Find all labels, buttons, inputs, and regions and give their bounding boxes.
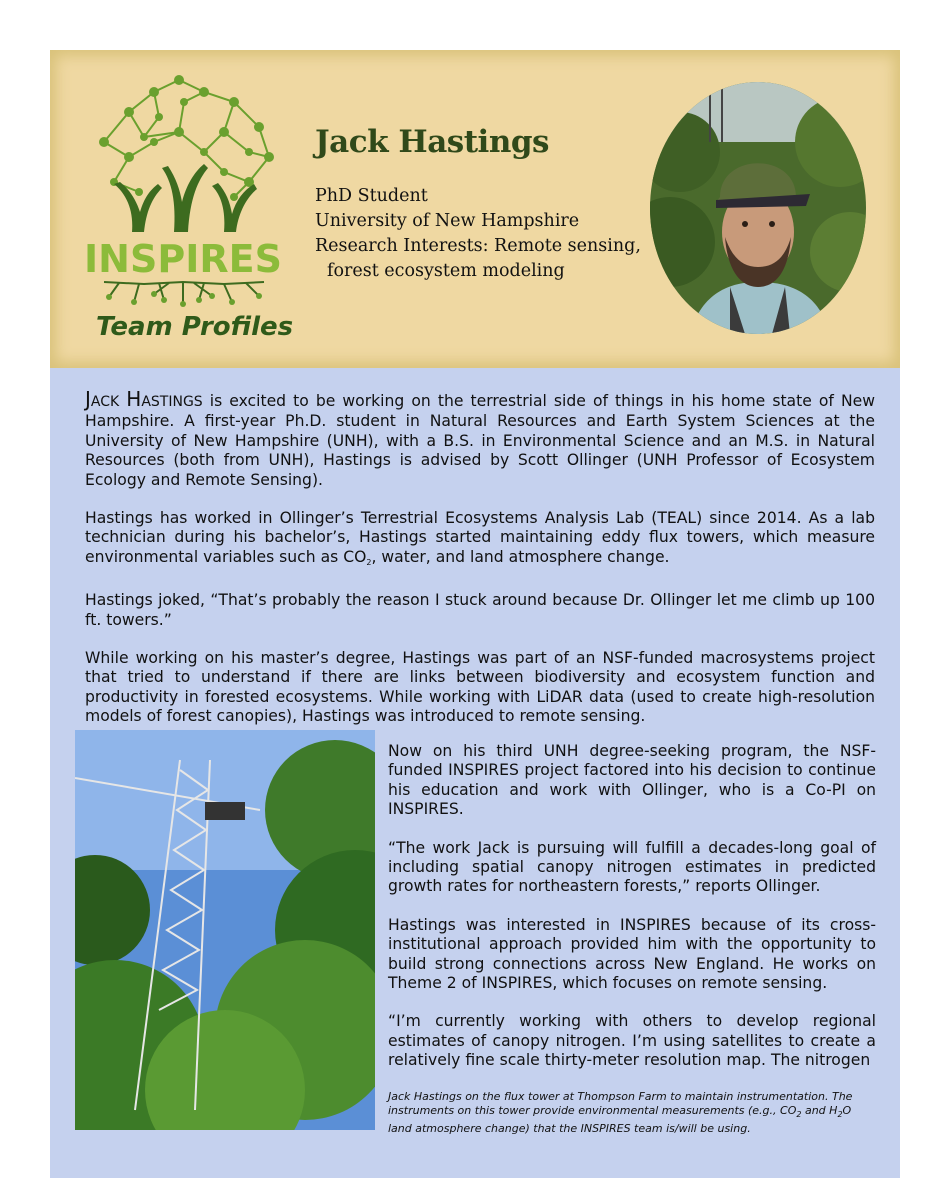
lead-name: JACK HASTINGS (85, 387, 203, 411)
portrait-photo (650, 82, 866, 334)
inspires-logo (84, 72, 282, 312)
paragraph-ollinger-quote: “The work Jack is pursuing will fulfill a decades-long goal of including spatial canopy nitrogen estimates in predicted growth rates for northeastern forests,” reports Ollinger. (388, 838, 876, 896)
profile-institution: University of New Hampshire (315, 211, 580, 231)
paragraph-quote-towers: Hastings joked, “That’s probably the reason I stuck around because Dr. Ollinger let me climb up 100 ft. towers.” (85, 591, 875, 629)
paragraph-intro: JACK HASTINGS is excited to be working on the terrestrial side of things in his home state of New Hampshire. A first-year Ph.D. student in Natural Resources and Earth System Sciences at the University of New Hampshire (UNH), with a B.S. in Environmental Science and an M.S. in Natural Resources (both from UNH), Hastings is advised by Scott Ollinger (UNH Professor of Ecosystem Ecology and Remote Sensing). (85, 387, 875, 489)
profile-info (315, 184, 641, 284)
svg-text:INSPIRES: INSPIRES (84, 237, 282, 281)
paragraph-cross-institutional: Hastings was interested in INSPIRES because of its cross-institutional approach provided him with the opportunity to build strong connections across New England. He works on Theme 2 of INSPIRES, which focuses on remote sensing. (388, 915, 876, 993)
profile-role: PhD Student (315, 186, 428, 206)
article-right-column (388, 742, 876, 1090)
profile-name: Jack Hastings (315, 124, 549, 160)
profile-page (50, 50, 900, 1178)
profile-interests-cont: forest ecosystem modeling (327, 261, 565, 281)
paragraph-macrosystems: While working on his master’s degree, Hastings was part of an NSF-funded macrosystems project that tried to understand if there are links between biodiversity and ecosystem function and productivity in forested ecosystems. While working with LiDAR data (used to create high-resolution models of forest canopies), Hastings was introduced to remote sensing. (85, 649, 875, 726)
section-title: Team Profiles (96, 312, 294, 342)
profile-interests: Research Interests: Remote sensing, (315, 236, 641, 256)
paragraph-third-program: Now on his third UNH degree-seeking program, the NSF-funded INSPIRES project factored into his decision to continue his education and work with Ollinger, who is a Co-PI on INSPIRES. (388, 742, 876, 819)
paragraph-canopy-nitrogen: “I’m currently working with others to develop regional estimates of canopy nitrogen. I’m using satellites to create a relatively fine scale thirty-meter resolution map. The nitrogen (388, 1012, 876, 1070)
profile-header (50, 50, 900, 368)
flux-tower-photo (75, 730, 375, 1130)
article-body (85, 387, 875, 746)
paragraph-teal: Hastings has worked in Ollinger’s Terrestrial Ecosystems Analysis Lab (TEAL) since 2014. As a lab technician during his bachelor’s, Hastings started maintaining eddy flux towers, which measure environmental variables such as $CO_2$, water, and land atmosphere change. (85, 509, 875, 567)
photo-caption: Jack Hastings on the flux tower at Thompson Farm to maintain instrumentation. The instruments on this tower provide environmental measurements (e.g., $CO_2$ and $H_2O$ land atmosphere change) that the INSPIRES team is/will be using. (388, 1090, 853, 1135)
